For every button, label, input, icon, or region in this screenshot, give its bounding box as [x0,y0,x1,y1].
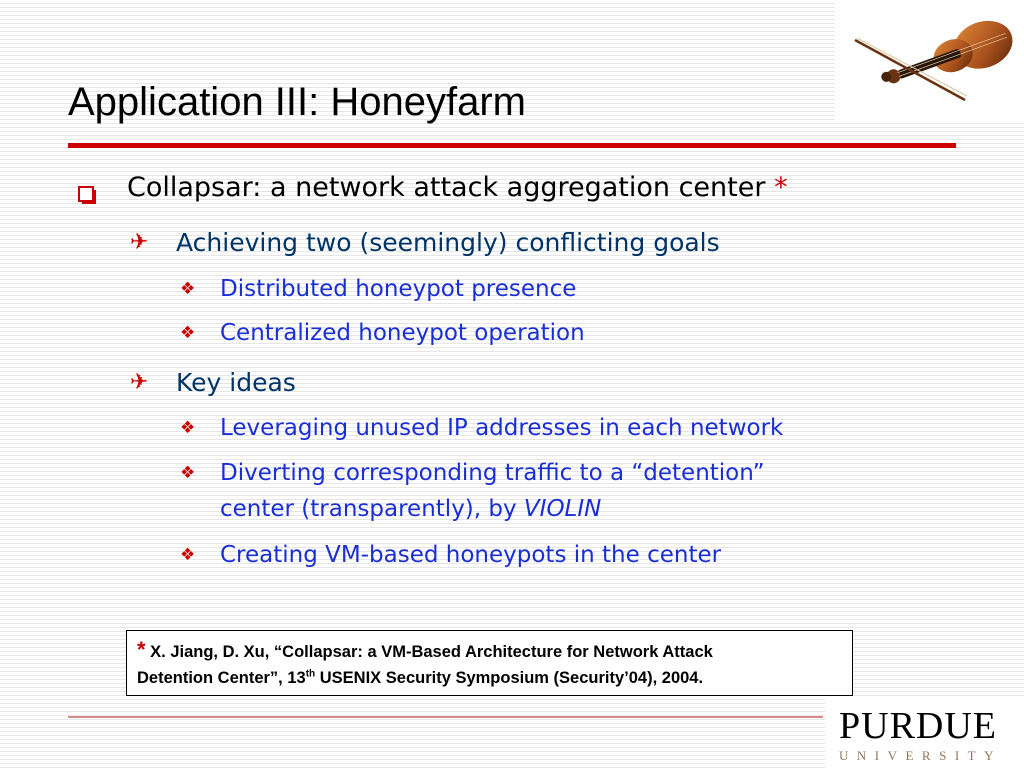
reference-star: * [137,637,146,662]
violin-image [835,0,1024,120]
four-diamond-icon: ❖ [180,279,196,299]
reference-line2-post: USENIX Security Symposium (Security’04), 2004. [315,669,704,687]
bullet-text-line1: Diverting corresponding traffic to a “detention” [220,460,765,486]
bullet-text-line2: center (transparently), by [220,496,517,522]
citation-star: * [774,172,788,203]
reference-line2-pre: Detention Center”, 13 [137,669,306,687]
title-divider [68,143,956,148]
reference-line2-sup: th [305,668,316,680]
logo-main-text: PURDUE [839,705,998,747]
reference-box [126,630,853,696]
bullet-text: Collapsar: a network attack aggregation center [127,172,766,203]
bullet-text: Distributed honeypot presence [220,276,577,302]
slide-title: Application III: Honeyfarm [68,80,526,124]
violin-emphasis: VIOLIN [523,496,602,522]
purdue-logo [825,698,1024,768]
four-diamond-icon: ❖ [180,418,196,438]
four-diamond-icon: ❖ [180,323,196,343]
four-diamond-icon: ❖ [180,463,196,483]
reference-line1: X. Jiang, D. Xu, “Collapsar: a VM-Based Architecture for Network Attack [150,643,713,661]
four-diamond-icon: ❖ [180,545,196,565]
airplane-icon: ✈ [130,370,149,395]
logo-sub-text: UNIVERSITY [839,748,1002,763]
checkbox-icon [78,180,96,198]
bullet-text: Creating VM-based honeypots in the center [220,542,722,568]
bullet-text: Centralized honeypot operation [220,320,585,346]
footer-divider [68,716,823,718]
bullet-text: Achieving two (seemingly) conflicting goals [176,228,720,257]
bullet-text: Leveraging unused IP addresses in each network [220,415,784,441]
bullet-text: Key ideas [176,368,296,397]
airplane-icon: ✈ [130,230,149,255]
